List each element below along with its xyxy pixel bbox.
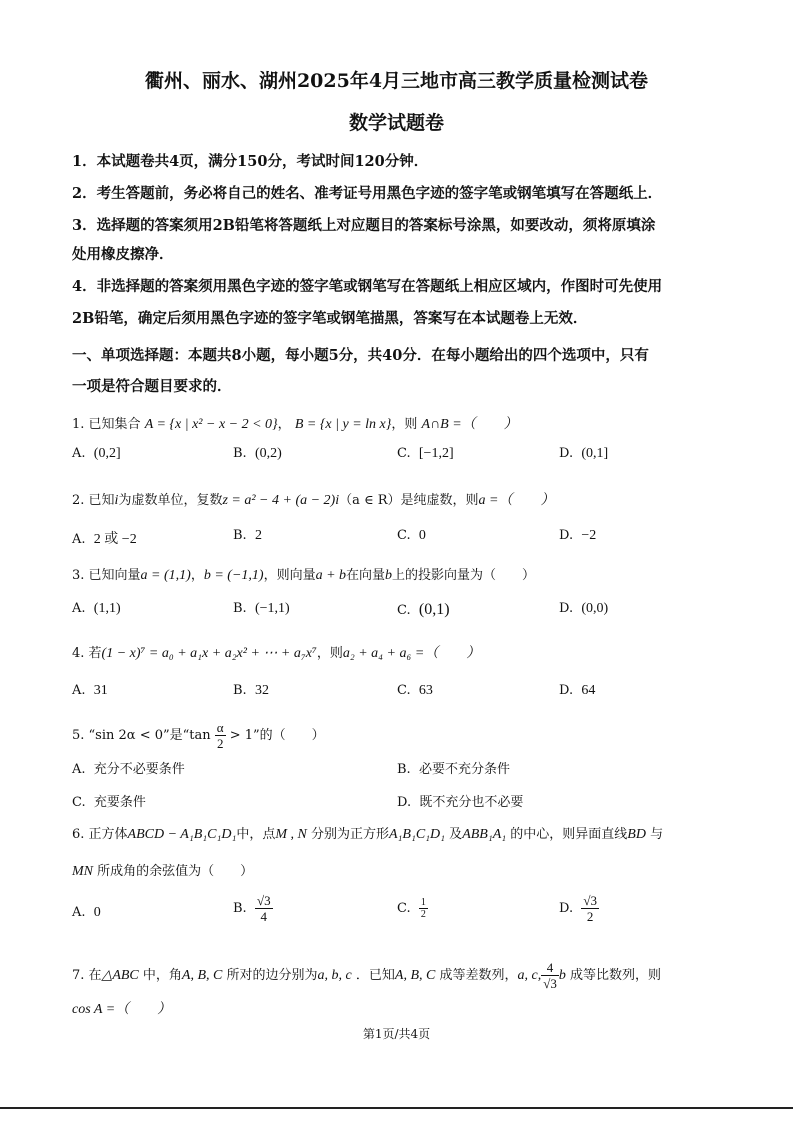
q4-option-b: B. 32 bbox=[233, 683, 269, 698]
q4-option-d: D. 64 bbox=[559, 683, 596, 698]
q2-option-c: C. 0 bbox=[397, 528, 426, 543]
q7-fraction: $\frac{4}{√3}$ bbox=[543, 960, 557, 991]
q3-b: b bbox=[385, 568, 393, 583]
q1-suffix: ，则 bbox=[391, 417, 418, 432]
q4-expansion: (1 − x)⁷ = a₀ + a₁x + a₂x² + ⋯ + a₇x⁷ bbox=[101, 646, 317, 661]
q4-ask: a₂ + a₄ + a₆ =（ ） bbox=[342, 646, 481, 661]
q1-option-d: D. (0,1] bbox=[559, 446, 609, 461]
q2-ask: a =（ ） bbox=[478, 493, 555, 508]
q3-vec-b: b = (−1,1) bbox=[203, 568, 264, 583]
bottom-divider bbox=[0, 1107, 793, 1109]
q1-comma: ， bbox=[277, 417, 291, 432]
q2-i: i bbox=[114, 493, 119, 508]
q4-option-c: C. 63 bbox=[397, 683, 433, 698]
q5-option-a: A. 充分不必要条件 bbox=[72, 762, 185, 777]
note-4: 4．非选择题的答案须用黑色字迹的签字笔或钢笔写在答题纸上相应区域内，作图时可先使用 bbox=[72, 278, 663, 295]
q3-option-c: C. (0,1) bbox=[397, 601, 450, 618]
question-6-cont: MN 所成角的余弦值为（ ） bbox=[72, 864, 254, 879]
q2-option-b: B. 2 bbox=[233, 528, 262, 543]
question-5: 5. “sin 2α < 0”是“tan $\frac{\alpha}{2}$ > 1”的（ ） bbox=[72, 720, 325, 751]
question-3: 3. 已知向量a = (1,1)，b = (−1,1)，则向量a + b在向量b上的投影向量为（ ） bbox=[72, 568, 536, 583]
section-heading-cont: 一项是符合题目要求的． bbox=[72, 378, 232, 395]
q1-prefix: 1. 已知集合 bbox=[72, 417, 141, 432]
q1-ask: A∩B =（ ） bbox=[421, 417, 518, 432]
q6-option-d: D. $\frac{√3}{2}$ bbox=[559, 893, 597, 924]
note-3-cont: 处用橡皮擦净． bbox=[72, 246, 174, 263]
q5-fraction: $\frac{\alpha}{2}$ bbox=[216, 720, 224, 751]
q6-cube: ABCD − A₁B₁C₁D₁ bbox=[127, 827, 237, 842]
q5-option-c: C. 充要条件 bbox=[72, 795, 146, 810]
question-7-cont: cos A =（ ） bbox=[72, 1002, 172, 1017]
note-2: 2．考生答题前，务必将自己的姓名、准考证号用黑色字迹的签字笔或钢笔填写在答题纸上． bbox=[72, 185, 663, 202]
question-6: 6. 正方体ABCD − A₁B₁C₁D₁中，点M , N 分别为正方形A₁B₁C₁D₁ 及ABB₁A₁ 的中心，则异面直线BD 与 bbox=[72, 827, 664, 842]
page-footer: 第1页/共4页 bbox=[362, 1027, 431, 1041]
q2-option-a: A. 2 或 −2 bbox=[72, 532, 137, 547]
note-1: 1．本试题卷共4页，满分150分，考试时间120分钟． bbox=[72, 153, 429, 170]
q3-sum: a + b bbox=[315, 568, 347, 583]
q3-option-d: D. (0,0) bbox=[559, 601, 609, 616]
section-heading: 一、单项选择题：本题共8小题，每小题5分，共40分．在每小题给出的四个选项中，只有 bbox=[72, 347, 649, 364]
q1-set-a: A = {x | x² − x − 2 < 0} bbox=[144, 417, 278, 432]
q5-option-b: B. 必要不充分条件 bbox=[397, 762, 510, 777]
q1-set-b: B = {x | y = ln x} bbox=[294, 417, 392, 432]
question-7: 7. 在△ABC 中，角A, B, C 所对的边分别为a, b, c ．已知A, B, C 成等差数列，a, c, $\frac{4}{√3}$ b 成等比数列，则 bbox=[72, 960, 662, 991]
q6-option-c: C. $\frac{1}{2}$ bbox=[397, 897, 426, 920]
question-1 bbox=[72, 413, 518, 433]
q4-option-a: A. 31 bbox=[72, 683, 108, 698]
note-3: 3．选择题的答案须用2B铅笔将答题纸上对应题目的答案标号涂黑，如要改动，须将原填涂 bbox=[72, 217, 656, 234]
q2-option-d: D. −2 bbox=[559, 528, 597, 543]
q1-option-c: C. [−1,2] bbox=[397, 446, 454, 461]
note-4-cont: 2B铅笔，确定后须用黑色字迹的签字笔或钢笔描黑，答案写在本试题卷上无效． bbox=[72, 310, 588, 327]
exam-title: 衢州、丽水、湖州2025年4月三地市高三教学质量检测试卷 bbox=[144, 70, 649, 92]
q3-option-b: B. (−1,1) bbox=[233, 601, 290, 616]
q1-option-b: B. (0,2) bbox=[233, 446, 282, 461]
exam-subtitle: 数学试题卷 bbox=[348, 112, 444, 134]
q6-option-b: B. $\frac{√3}{4}$ bbox=[233, 893, 271, 924]
q5-option-d: D. 既不充分也不必要 bbox=[397, 795, 524, 810]
q3-option-a: A. (1,1) bbox=[72, 601, 121, 616]
q1-option-a: A. (0,2] bbox=[72, 446, 121, 461]
q3-vec-a: a = (1,1) bbox=[140, 568, 191, 583]
question-2: 2. 已知i为虚数单位，复数z = a² − 4 + (a − 2)i（a ∈ R）是纯虚数，则a =（ ） bbox=[72, 493, 555, 508]
q2-z: z = a² − 4 + (a − 2)i bbox=[222, 493, 340, 508]
q6-option-a: A. 0 bbox=[72, 905, 101, 920]
question-4: 4. 若(1 − x)⁷ = a₀ + a₁x + a₂x² + ⋯ + a₇x⁷，则a₂ + a₄ + a₆ =（ ） bbox=[72, 646, 481, 661]
